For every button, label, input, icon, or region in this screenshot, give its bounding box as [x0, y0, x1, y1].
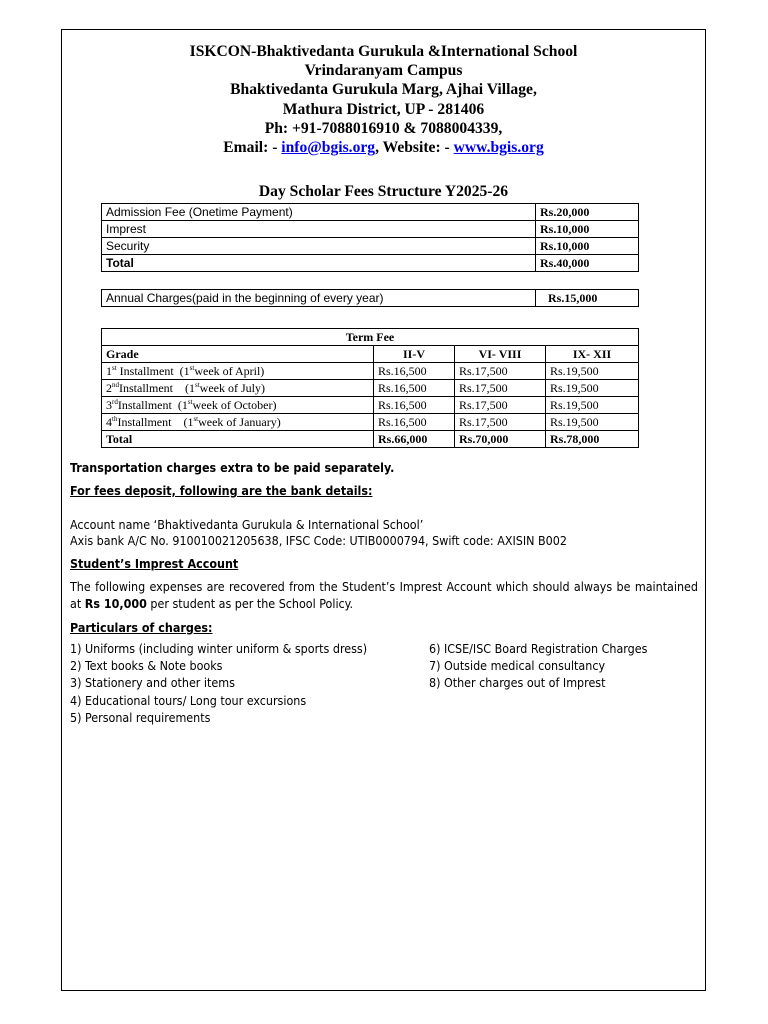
imprest-heading: Student’s Imprest Account: [70, 556, 239, 571]
annual-amount: Rs.15,000: [536, 290, 639, 307]
fee-cell: Rs.16,500: [374, 414, 455, 431]
list-item: 8) Other charges out of Imprest: [429, 675, 606, 691]
installment-label: 3rdInstallment (1stweek of October): [102, 397, 374, 414]
fee-amount: Rs.10,000: [536, 221, 639, 238]
list-item: 6) ICSE/ISC Board Registration Charges: [429, 641, 648, 656]
fee-cell: Rs.19,500: [546, 414, 639, 431]
fee-total-label: Total: [102, 255, 536, 272]
document-page: [61, 29, 706, 991]
charges-list-left: [70, 640, 390, 726]
table-row: [102, 363, 639, 380]
fee-cell: Rs.16,500: [374, 397, 455, 414]
table-row: [102, 414, 639, 431]
list-item: 5) Personal requirements: [70, 709, 211, 725]
school-name: ISKCON-Bhaktivedanta Gurukula &International School: [189, 43, 578, 60]
list-item: 2) Text books & Note books: [70, 658, 223, 674]
fee-cell: Rs.19,500: [546, 363, 639, 380]
list-item: 4) Educational tours/ Long tour excursions: [70, 692, 307, 708]
column-header: II-V: [374, 346, 455, 363]
total-cell: Rs.66,000: [374, 431, 455, 448]
fee-cell: Rs.17,500: [455, 414, 546, 431]
list-item: 3) Stationery and other items: [70, 675, 235, 691]
annual-label: Annual Charges(paid in the beginning of every year): [102, 290, 536, 307]
district-line: Mathura District, UP - 281406: [282, 100, 485, 118]
total-label: Total: [102, 431, 374, 448]
table-total-row: [102, 431, 639, 448]
fee-cell: Rs.17,500: [455, 397, 546, 414]
account-name: Account name ‘Bhaktivedanta Gurukula & International School’: [70, 517, 424, 532]
installment-label: 4thInstallment (1stweek of January): [102, 414, 374, 431]
column-header: IX- XII: [546, 346, 639, 363]
fee-label: Imprest: [102, 221, 536, 238]
website-label: , Website: -: [375, 139, 454, 157]
website-link[interactable]: www.bgis.org: [453, 139, 544, 157]
phone-line: Ph: +91-7088016910 & 7088004339,: [264, 119, 503, 137]
table-row: [102, 238, 639, 255]
account-number: Axis bank A/C No. 910010021205638, IFSC Code: UTIB0000794, Swift code: AXISIN B002: [70, 533, 567, 548]
total-cell: Rs.78,000: [546, 431, 639, 448]
list-item: 1) Uniforms (including winter uniform & sports dress): [70, 641, 368, 656]
table-row: [102, 255, 639, 272]
contact-line: [62, 138, 705, 157]
bank-details-heading: For fees deposit, following are the bank details:: [70, 483, 373, 498]
list-item: 7) Outside medical consultancy: [429, 658, 606, 674]
column-header: Grade: [102, 346, 374, 363]
fee-cell: Rs.16,500: [374, 380, 455, 397]
fee-amount: Rs.20,000: [536, 204, 639, 221]
installment-label: 1st Installment (1stweek of April): [102, 363, 374, 380]
table-row: [102, 380, 639, 397]
annual-charges-table: [101, 289, 639, 307]
fee-cell: Rs.17,500: [455, 363, 546, 380]
total-cell: Rs.70,000: [455, 431, 546, 448]
email-link[interactable]: info@bgis.org: [281, 139, 376, 157]
fee-cell: Rs.17,500: [455, 380, 546, 397]
address-line: Bhaktivedanta Gurukula Marg, Ajhai Village,: [230, 81, 537, 99]
school-header: [62, 42, 705, 157]
fee-label: Security: [102, 238, 536, 255]
fee-total-amount: Rs.40,000: [536, 255, 639, 272]
table-row: [102, 204, 639, 221]
fee-cell: Rs.19,500: [546, 397, 639, 414]
installment-label: 2ndInstallment (1stweek of July): [102, 380, 374, 397]
transport-note: Transportation charges extra to be paid separately.: [70, 460, 395, 475]
fee-cell: Rs.19,500: [546, 380, 639, 397]
particulars-heading: Particulars of charges:: [70, 620, 213, 635]
charges-list-right: [429, 640, 749, 692]
fees-table: [101, 203, 639, 272]
imprest-paragraph: The following expenses are recovered from the Student’s Imprest Account which should always be maintained at Rs 10,000 per student as per the School Policy.: [70, 579, 698, 611]
imprest-amount: Rs 10,000: [84, 596, 147, 611]
table-row: [102, 221, 639, 238]
term-fee-title: Term Fee: [102, 329, 639, 346]
table-row: [102, 290, 639, 307]
fee-label: Admission Fee (Onetime Payment): [102, 204, 536, 221]
email-label: Email: -: [223, 139, 282, 157]
campus-name: Vrindaranyam Campus: [304, 62, 463, 80]
table-row: [102, 397, 639, 414]
fee-amount: Rs.10,000: [536, 238, 639, 255]
column-header: VI- VIII: [455, 346, 546, 363]
fees-structure-title: Day Scholar Fees Structure Y2025-26: [258, 183, 509, 200]
table-header-row: [102, 346, 639, 363]
term-fee-table: [101, 328, 639, 448]
fee-cell: Rs.16,500: [374, 363, 455, 380]
